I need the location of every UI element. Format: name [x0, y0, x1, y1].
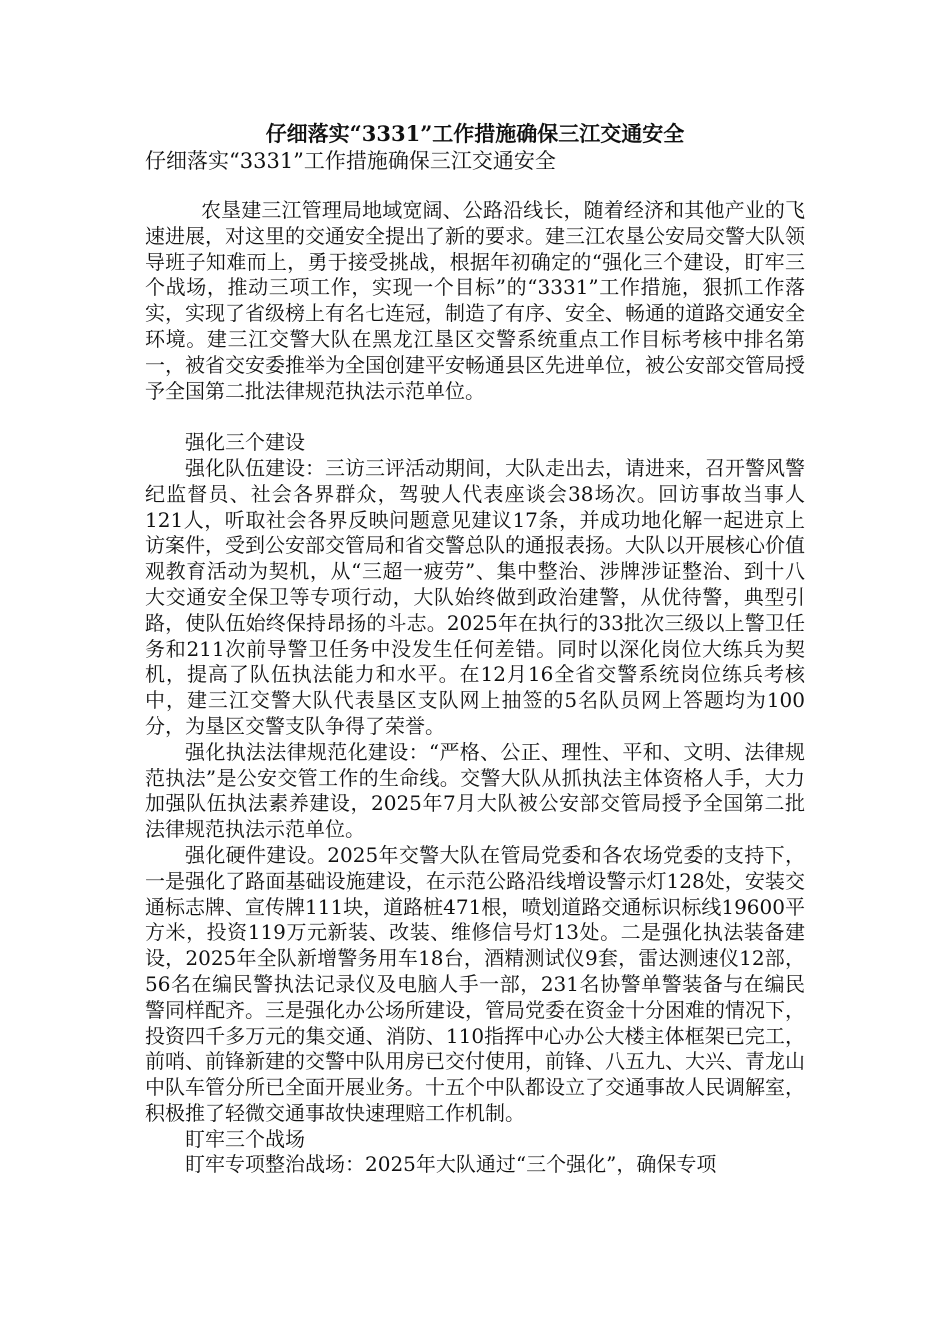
paragraph-team-building: 强化队伍建设：三访三评活动期间，大队走出去，请进来，召开警风警纪监督员、社会各界群众，驾驶人代表座谈会38场次。回访事故当事人121人，听取社会各界反映问题意见建议17条，并成功地化解一起进京上访案件，受到公安部交管局和省交警总队的通报表扬。大队以开展核心价值观教育活动为契机，从“三超一疲劳”、集中整治、涉牌涉证整治、到十八大交通安全保卫等专项行动，大队始终做到政治建警，从优待警，典型引路，使队伍始终保持昂扬的斗志。2025年在执行的33批次三级以上警卫任务和211次前导警卫任务中没发生任何差错。同时以深化岗位大练兵为契机，提高了队伍执法能力和水平。在12月16全省交警系统岗位练兵考核中，建三江交警大队代表垦区支队网上抽签的5名队员网上答题均为100分，为垦区交警支队争得了荣誉。	[145, 455, 805, 738]
section-heading-construction: 强化三个建设	[185, 430, 305, 455]
paragraph-gap	[145, 404, 805, 430]
intro-paragraph: 农垦建三江管理局地域宽阔、公路沿线长，随着经济和其他产业的飞速进展，对这里的交通安全提出了新的要求。建三江农垦公安局交警大队领导班子知难而上，勇于接受挑战，根据年初确定的“强化三个建设，盯牢三个战场，推动三项工作，实现一个目标”的“3331”工作措施，狠抓工作落实，实现了省级榜上有名七连冠，制造了有序、安全、畅通的道路交通安全环境。建三江交警大队在黑龙江垦区交警系统重点工作目标考核中排名第一，被省交安委推举为全国创建平安畅通县区先进单位，被公安部交管局授予全国第二批法律规范执法示范单位。	[145, 198, 805, 403]
document-body	[145, 198, 805, 1178]
section-heading-battlefields: 盯牢三个战场	[185, 1126, 305, 1151]
document-subtitle: 仔细落实“3331”工作措施确保三江交通安全	[145, 149, 556, 173]
paragraph-hardware: 强化硬件建设。2025年交警大队在管局党委和各农场党委的支持下，一是强化了路面基础设施建设，在示范公路沿线增设警示灯128处，安装交通标志牌、宣传牌111块，道路桩471根，喷划道路交通标识标线19600平方米，投资119万元新装、改装、维修信号灯13处。二是强化执法装备建设，2025年全队新增警务用车18台，酒精测试仪9套，雷达测速仪12部，56名在编民警执法记录仪及电脑人手一部，231名协警单警装备与在编民警同样配齐。三是强化办公场所建设，管局党委在资金十分困难的情况下，投资四千多万元的集交通、消防、110指挥中心办公大楼主体框架已完工，前哨、前锋新建的交警中队用房已交付使用，前锋、八五九、大兴、青龙山中队车管分所已全面开展业务。十五个中队都设立了交通事故人民调解室，积极推了轻微交通事故快速理赔工作机制。	[145, 842, 805, 1125]
paragraph-law-enforcement: 强化执法法律规范化建设：“严格、公正、理性、平和、文明、法律规范执法”是公安交管工作的生命线。交警大队从抓执法主体资格人手，大力加强队伍执法素养建设，2025年7月大队被公安部交管局授予全国第二批法律规范执法示范单位。	[145, 739, 805, 842]
paragraph-special-rectification: 盯牢专项整治战场：2025年大队通过“三个强化”，确保专项	[185, 1152, 717, 1177]
document-title: 仔细落实“3331”工作措施确保三江交通安全	[265, 121, 685, 146]
